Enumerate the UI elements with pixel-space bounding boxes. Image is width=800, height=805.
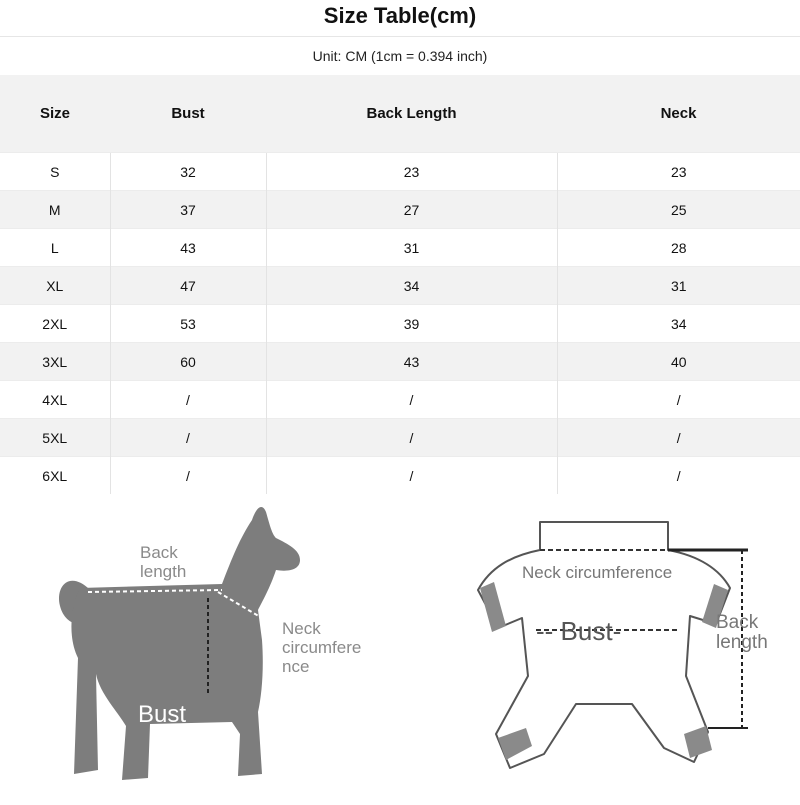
table-row (0, 305, 800, 343)
size-cell: XL (0, 267, 110, 305)
back-length-cell: / (266, 457, 557, 495)
garment-bust-label: -- Bust- (536, 616, 622, 646)
size-cell: S (0, 153, 110, 191)
size-cell: 3XL (0, 343, 110, 381)
table-row (0, 267, 800, 305)
neck-cell: / (557, 381, 800, 419)
back-length-cell: 23 (266, 153, 557, 191)
table-row (0, 381, 800, 419)
garment-neck-label: Neck circumference (522, 563, 673, 582)
dog-back-length-label-1: Back (140, 543, 178, 562)
header-neck: Neck (557, 75, 800, 153)
size-cell: 6XL (0, 457, 110, 495)
back-length-cell: 27 (266, 191, 557, 229)
back-length-cell: 39 (266, 305, 557, 343)
measurement-diagrams (0, 498, 800, 800)
unit-note: Unit: CM (1cm = 0.394 inch) (312, 48, 488, 64)
back-length-cell: 43 (266, 343, 557, 381)
neck-cell: 23 (557, 153, 800, 191)
bust-cell: / (110, 457, 266, 495)
dog-neck-label-2: circumfere (282, 638, 362, 657)
garment-back-length-label-1: Back (716, 612, 759, 633)
neck-cell: 31 (557, 267, 800, 305)
back-length-cell: 34 (266, 267, 557, 305)
header-bust: Bust (110, 75, 266, 153)
table-row (0, 457, 800, 495)
neck-cell: / (557, 419, 800, 457)
bust-cell: / (110, 419, 266, 457)
header-size: Size (0, 75, 110, 153)
neck-cell: 40 (557, 343, 800, 381)
table-row (0, 153, 800, 191)
table-row (0, 343, 800, 381)
page-title: Size Table(cm) (0, 0, 800, 37)
back-length-cell: / (266, 381, 557, 419)
neck-cell: 34 (557, 305, 800, 343)
dog-neck-label-1: Neck (282, 619, 321, 638)
table-row (0, 191, 800, 229)
garment-back-length-label-2: length (716, 632, 768, 653)
back-length-cell: / (266, 419, 557, 457)
bust-cell: 47 (110, 267, 266, 305)
diagram-svg (0, 498, 800, 800)
bust-cell: 32 (110, 153, 266, 191)
size-table (0, 75, 800, 494)
table-row (0, 229, 800, 267)
size-cell: 2XL (0, 305, 110, 343)
bust-cell: 43 (110, 229, 266, 267)
neck-cell: 25 (557, 191, 800, 229)
bust-cell: 37 (110, 191, 266, 229)
table-header-row (0, 75, 800, 153)
size-cell: 5XL (0, 419, 110, 457)
neck-cell: / (557, 457, 800, 495)
back-length-cell: 31 (266, 229, 557, 267)
dog-back-length-label-2: length (140, 562, 187, 581)
neck-cell: 28 (557, 229, 800, 267)
size-cell: L (0, 229, 110, 267)
size-cell: M (0, 191, 110, 229)
bust-cell: 60 (110, 343, 266, 381)
bust-cell: 53 (110, 305, 266, 343)
size-cell: 4XL (0, 381, 110, 419)
dog-bust-label: Bust (138, 701, 187, 728)
dog-neck-label-3: nce (282, 657, 310, 676)
header-back-length: Back Length (266, 75, 557, 153)
bust-cell: / (110, 381, 266, 419)
dog-silhouette-icon (59, 507, 300, 780)
table-row (0, 419, 800, 457)
